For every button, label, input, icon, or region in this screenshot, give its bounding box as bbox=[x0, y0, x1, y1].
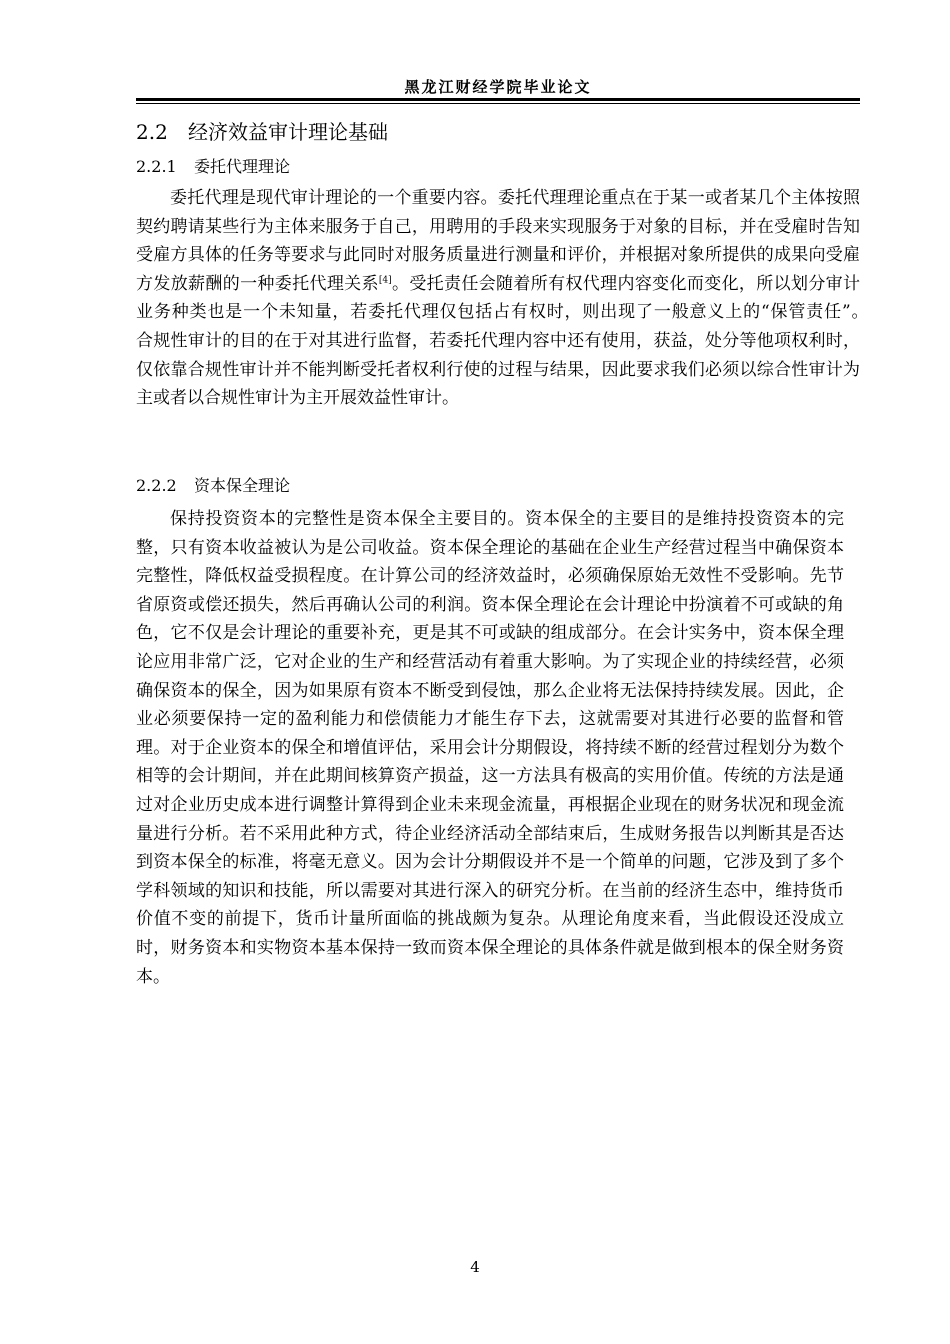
paragraph-capital-maintenance bbox=[136, 505, 844, 991]
subsection-heading-2 bbox=[136, 474, 290, 498]
subsection-heading-1 bbox=[136, 155, 290, 179]
subsection-number: 2.2.2 bbox=[136, 476, 177, 495]
paragraph-text: 保持投资资本的完整性是资本保全主要目的。资本保全的主要目的是维持投资资本的完整，只有资本收益被认为是公司收益。资本保全理论的基础在企业生产经营过程当中确保资本完整性，降低权益受损程度。在计算公司的经济效益时，必须确保原始无效性不受影响。先节省原资或偿还损失，然后再确认公司的利润。资本保全理论在会计理论中扮演着不可或缺的角色，它不仅是会计理论的重要补充，更是其不可或缺的组成部分。在会计实务中，资本保全理论应用非常广泛，它对企业的生产和经营活动有着重大影响。为了实现企业的持续经营，必须确保资本的保全，因为如果原有资本不断受到侵蚀，那么企业将无法保持持续发展。因此，企业必须要保持一定的盈利能力和偿债能力才能生存下去，这就需要对其进行必要的监督和管理。对于企业资本的保全和增值评估，采用会计分期假设，将持续不断的经营过程划分为数个相等的会计期间，并在此期间核算资产损益，这一方法具有极高的实用价值。传统的方法是通过对企业历史成本进行调整计算得到企业未来现金流量，再根据企业现在的财务状况和现金流量进行分析。若不采用此种方式，待企业经济活动全部结束后，生成财务报告以判断其是否达到资本保全的标准，将毫无意义。因为会计分期假设并不是一个简单的问题，它涉及到了多个学科领域的知识和技能，所以需要对其进行深入的研究分析。在当前的经济生态中，维持货币价值不变的前提下，货币计量所面临的挑战颇为复杂。从理论角度来看，当此假设还没成立时，财务资本和实物资本基本保持一致而资本保全理论的具体条件就是做到根本的保全财务资本。 bbox=[136, 509, 844, 987]
reference-marker: [4] bbox=[378, 275, 392, 286]
section-title: 经济效益审计理论基础 bbox=[188, 120, 388, 144]
page-number: 4 bbox=[470, 1258, 480, 1276]
paragraph-text: 。受托责任会随着所有权代理内容变化而变化，所以划分审计业务种类也是一个未知量，若委托代理仅包括占有权时，则出现了一般意义上的“保管责任”。 合规性审计的目的在于对其进行监督，若委托代理内容中还有使用，获益，处分等他项权利时，仅依靠合规性审计并不能判断受托者权利行使的过程与结果，因此要求我们必须以综合性审计为主或者以合规性审计为主开展效益性审计。 bbox=[136, 273, 894, 409]
header-rule-thick bbox=[136, 98, 860, 101]
header-rule-thin bbox=[136, 103, 860, 104]
section-heading bbox=[136, 118, 388, 146]
paragraph-text: 委托代理是现代审计理论的一个重要内容。委托代理理论重点在于某一或者某几个主体按照契约聘请某些行为主体来服务于自己，用聘用的手段来实现服务于对象的目标，并在受雇时告知受雇方具体的任务等要求与此同时对服务质量进行测量和评价，并根据对象所提供的成果向受雇方发放薪酬的一种委托代理关系 bbox=[136, 188, 860, 294]
paragraph-principal-agent bbox=[136, 184, 894, 413]
subsection-title: 资本保全理论 bbox=[194, 476, 291, 495]
subsection-number: 2.2.1 bbox=[136, 157, 177, 176]
section-number: 2.2 bbox=[136, 120, 168, 144]
page-header-title: 黑龙江财经学院毕业论文 bbox=[404, 78, 592, 96]
subsection-title: 委托代理理论 bbox=[194, 157, 291, 176]
